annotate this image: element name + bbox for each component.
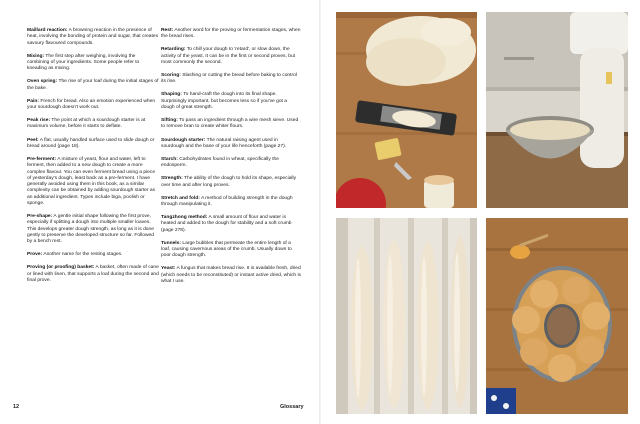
glossary-term: Scoring: <box>161 73 181 79</box>
glossary-definition: A mixture of yeast, flour and water, left to ferment, then added to a new dough to create a more complex flavour. You can even ferment bread using a piece of yesterday's dough, least back as a pre-ferment. I have generally avoided using them in this book, as a similar complexity can be obtained by adding sourdough starter as an additional ingredient. Types include biga, poolish or sponge. <box>27 156 156 207</box>
glossary-definition: Another name for the resting stages. <box>43 252 123 258</box>
glossary-definition: To hand-craft the dough into its final shape. Surprisingly important, but becomes less so if you've got a dough of great strength. <box>161 92 287 111</box>
glossary-definition: A gentle initial shape following the first prove, especially if splitting a dough into multiple smaller loaves. This develops greater dough strength, as long as it is done gently to preserve the developed structure so far. Followed by a bench rest. <box>27 214 154 245</box>
photo-baguettes-couche <box>336 218 477 414</box>
glossary-definition: A small amount of flour and water is heated and added to the dough for stability and a soft crumb (page 278). <box>161 215 292 233</box>
glossary-term: Yeast: <box>161 266 176 272</box>
glossary-definition: The ability of the dough to hold its shape, especially over time and after long proves. <box>161 176 297 188</box>
glossary-term: Oven spring: <box>27 79 58 85</box>
glossary-definition: The rise of your loaf during the initial stages of the bake. <box>27 79 159 91</box>
glossary-entry <box>27 79 159 92</box>
glossary-term: Mixing: <box>27 53 45 59</box>
glossary-entry <box>27 54 159 73</box>
glossary-definition: A flat, usually handled surface used to slide dough or bread around (page 18). <box>27 137 155 149</box>
glossary-term: Rest: <box>161 28 174 33</box>
photo-cheese-grater <box>336 12 477 208</box>
glossary-definition: French for bread. Also an emotion experienced when your sourdough doesn't work out. <box>27 98 156 111</box>
glossary-definition: A fungus that makes bread rise. It is available fresh, dried (which needs to be reconstituted) or instant active dried, which is what I use. <box>161 266 301 285</box>
glossary-entry <box>161 157 301 170</box>
glossary-column-left <box>27 28 159 291</box>
glossary-entry <box>27 28 159 47</box>
glossary-entry <box>27 265 159 284</box>
glossary-entry <box>27 138 159 151</box>
glossary-definition: The natural raising agent used in sourdough and the bane of your life henceforth (page 27). <box>161 137 287 149</box>
glossary-entry <box>161 28 301 41</box>
glossary-entry <box>161 176 301 189</box>
glossary-entry <box>161 138 301 151</box>
glossary-term: Pre-shape: <box>27 214 53 220</box>
glossary-term: Peel: <box>27 137 39 143</box>
glossary-definition: Carbohydrates found in wheat, specifically the endosperm. <box>161 156 279 169</box>
glossary-column-right <box>161 28 301 292</box>
glossary-entry <box>161 73 301 86</box>
photo-stand-mixer <box>486 12 628 208</box>
glossary-entry <box>27 157 159 207</box>
glossary-term: Proving (or proofing) basket: <box>27 265 95 271</box>
glossary-entry <box>27 118 159 131</box>
glossary-definition: To pass an ingredient through a wire mesh sieve. Used to remove bran to create whiter flours. <box>161 118 299 130</box>
book-gutter <box>319 0 321 424</box>
glossary-entry <box>161 266 301 285</box>
glossary-entry <box>161 241 301 260</box>
glossary-term: Maillard reaction: <box>27 28 68 33</box>
glossary-entry <box>161 118 301 131</box>
glossary-term: Strength: <box>161 176 183 182</box>
cheese-grater-illustration <box>336 12 477 208</box>
glossary-term: Sourdough starter: <box>161 137 206 143</box>
glossary-definition: The point at which a sourdough starter is at maximum volume, before it starts to deflate. <box>27 118 146 130</box>
glossary-term: Prove: <box>27 252 43 258</box>
glossary-entry <box>27 214 159 245</box>
glossary-definition: A method of building strength in the dough through manipulating it. <box>161 195 293 208</box>
glossary-term: Shaping: <box>161 92 182 98</box>
glossary-definition: Large bubbles that permeate the entire length of a loaf, causing cavernous areas of the crumb. Usually down to poor dough strength. <box>161 240 292 259</box>
glossary-entry <box>161 215 301 234</box>
glossary-term: Starch: <box>161 156 178 162</box>
glossary-definition: Another word for the proving or fermentation stages, when the bread rises. <box>161 28 301 40</box>
glossary-term: Stretch and fold: <box>161 195 200 201</box>
glossary-term: Tunnels: <box>161 240 182 246</box>
glossary-entry <box>161 196 301 209</box>
glossary-entry <box>161 92 301 111</box>
glossary-definition: A basket, often made of cane or lined with linen, that supports a loaf during the second and final prove. <box>27 265 159 284</box>
glossary-entry <box>161 47 301 66</box>
glossary-term: Peak rise: <box>27 118 51 124</box>
glossary-definition: To chill your dough to 'retard', or slow down, the activity of the yeast. It can be in the first or second proves, but most commonly the second. <box>161 47 296 65</box>
glossary-definition: Slashing or cutting the bread before baking to control its rise. <box>161 73 297 85</box>
glossary-term: Pre-ferment: <box>27 156 57 162</box>
glossary-term: Sifting: <box>161 118 178 124</box>
stand-mixer-illustration <box>486 12 628 208</box>
glossary-definition: A browning reaction in the presence of heat, involving the bonding of protein and sugar, that creates savoury flavoured compounds. <box>27 28 159 46</box>
section-title: Glossary <box>280 404 304 410</box>
photo-bread-wreath <box>486 218 628 414</box>
baguettes-illustration <box>336 218 477 414</box>
page-number: 12 <box>13 404 20 410</box>
glossary-term: Tangzhong method: <box>161 215 208 221</box>
bread-wreath-illustration <box>486 218 628 414</box>
glossary-term: Retarding: <box>161 47 186 53</box>
glossary-entry <box>27 252 159 258</box>
glossary-definition: The first step after weighing, involving the combining of your ingredients. Some people refer to kneading as mixing. <box>27 53 140 72</box>
glossary-term: Pain: <box>27 98 39 104</box>
glossary-entry <box>27 99 159 112</box>
